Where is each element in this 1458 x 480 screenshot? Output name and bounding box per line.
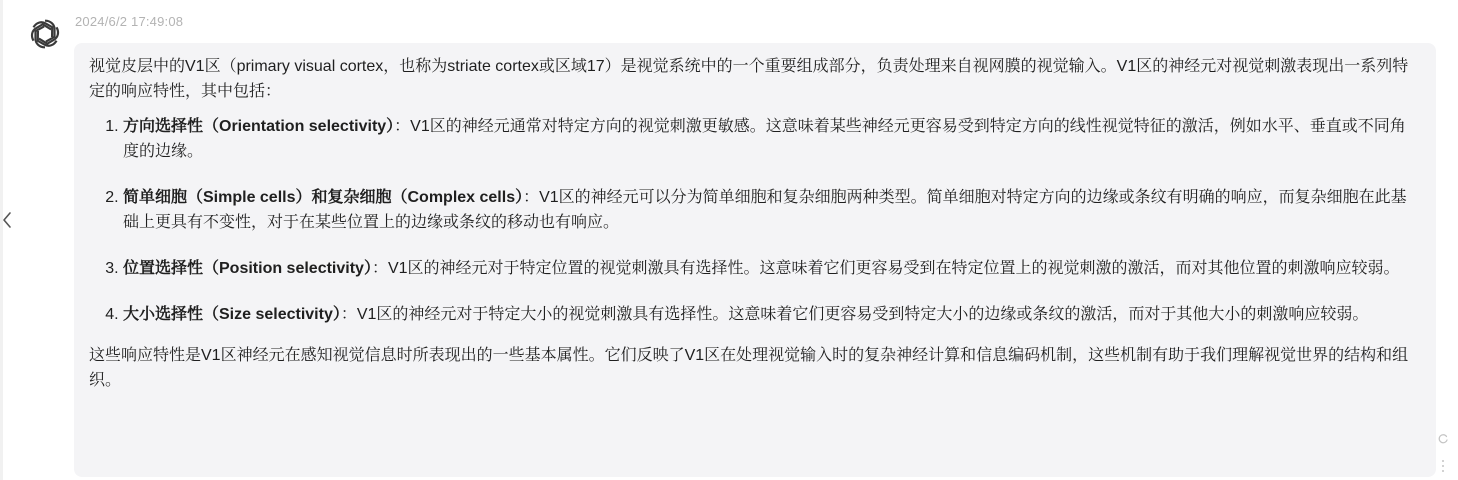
list-item-desc: ：V1区的神经元对于特定大小的视觉刺激具有选择性。这意味着它们更容易受到特定大小的边缘或条纹的激活，而对于其他大小的刺激响应较弱。 (340, 306, 1369, 323)
message-intro: 视觉皮层中的V1区（primary visual cortex，也称为striate cortex或区域17）是视觉系统中的一个重要组成部分，负责处理来自视网膜的视觉输入。V1区的神经元对视觉刺激表现出一系列特定的响应特性，其中包括： (89, 58, 1409, 100)
list-item-term: 大小选择性（Size selectivity） (123, 306, 341, 323)
list-item (123, 114, 1420, 164)
refresh-button[interactable] (1437, 432, 1449, 450)
message-timestamp: 2024/6/2 17:49:08 (75, 14, 184, 29)
refresh-icon (1437, 433, 1449, 445)
list-item-term: 方向选择性（Orientation selectivity） (123, 118, 395, 135)
left-rail (0, 0, 3, 480)
assistant-message-bubble (74, 43, 1436, 477)
list-item-term: 位置选择性（Position selectivity） (123, 260, 372, 277)
list-item-desc: ：V1区的神经元对于特定位置的视觉刺激具有选择性。这意味着它们更容易受到在特定位置上的视觉刺激的激活，而对其他位置的刺激响应较弱。 (371, 260, 1400, 277)
openai-logo-icon (26, 15, 64, 53)
chevron-left-icon (2, 211, 12, 229)
list-item (123, 256, 1420, 281)
list-item-desc: ：V1区的神经元通常对特定方向的视觉刺激更敏感。这意味着某些神经元更容易受到特定方向的线性视觉特征的激活，例如水平、垂直或不同角度的边缘。 (123, 118, 1406, 160)
feature-list (89, 114, 1420, 327)
list-item (123, 302, 1420, 327)
list-item-desc: ：V1区的神经元可以分为简单细胞和复杂细胞两种类型。简单细胞对特定方向的边缘或条纹有明确的响应，而复杂细胞在此基础上更具有不变性，对于在某些位置上的边缘或条纹的移动也有响应。 (123, 189, 1407, 231)
more-vertical-icon (1441, 459, 1445, 473)
message-conclusion: 这些响应特性是V1区神经元在感知视觉信息时所表现出的一些基本属性。它们反映了V1区在处理视觉输入时的复杂神经计算和信息编码机制，这些机制有助于我们理解视觉世界的结构和组织。 (89, 347, 1409, 389)
more-button[interactable] (1441, 459, 1445, 478)
list-item (123, 185, 1420, 235)
sidebar-collapse-toggle[interactable] (0, 206, 14, 234)
list-item-term: 简单细胞（Simple cells）和复杂细胞（Complex cells） (123, 189, 524, 206)
assistant-avatar (26, 15, 64, 53)
message-side-tools (1436, 432, 1450, 478)
